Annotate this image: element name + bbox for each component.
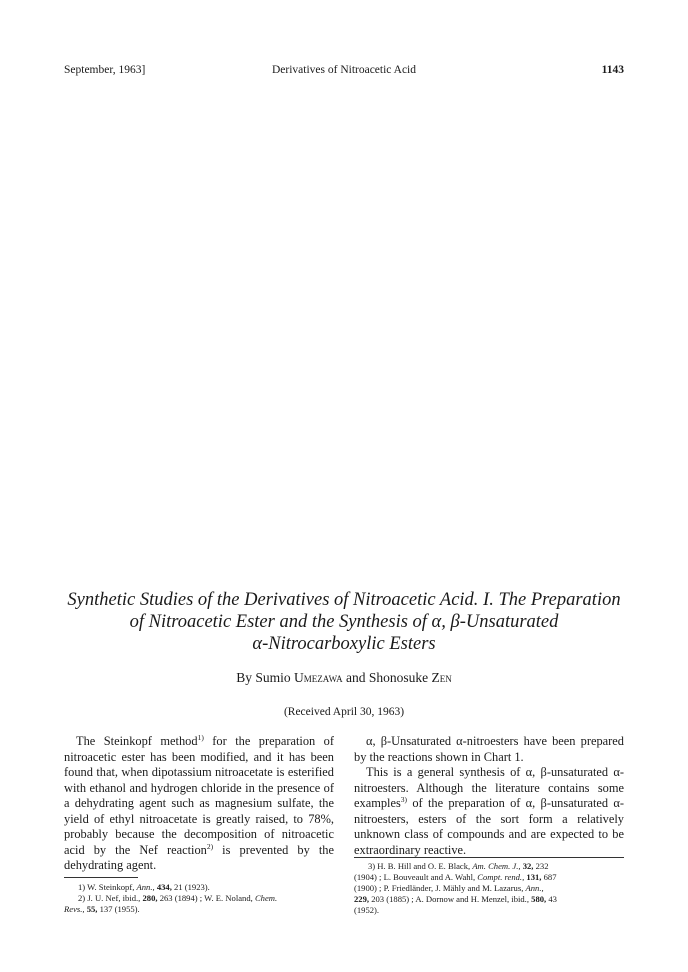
footnote-authors: W. Steinkopf, — [87, 882, 135, 892]
footnote-number: 2) — [78, 893, 86, 903]
left-paragraph-1 — [64, 734, 334, 874]
footnote-pages: 43 — [548, 894, 557, 904]
author-and: and Shonosuke — [345, 670, 429, 685]
footnote-pages: 687 — [543, 872, 557, 882]
footnote-journal: Revs., — [64, 904, 85, 914]
footnote-volume: 32, — [522, 861, 534, 871]
author1-surname: Umezawa — [294, 670, 343, 685]
footnote-2 — [64, 893, 334, 904]
footnote-volume: 580, — [531, 894, 547, 904]
text-run: is prevented by the dehydrating agent. — [64, 842, 334, 872]
footnote-3-line-5: (1952). — [354, 905, 380, 915]
text-run: (1904) ; L. Bouveault and A. Wahl, — [354, 872, 476, 882]
footnote-journal: Compt. rend., — [477, 872, 525, 882]
footnote-pages: 137 (1955). — [99, 904, 140, 914]
reference-1: 1) — [197, 732, 204, 742]
reference-2: 2) — [206, 841, 214, 851]
right-column — [354, 734, 624, 858]
footnote-pages: 21 (1923). — [174, 882, 210, 892]
author-by: By Sumio — [236, 670, 291, 685]
right-paragraph-2 — [354, 765, 624, 858]
footnote-volume: 434, — [156, 882, 172, 892]
footnote-journal: Chem. — [254, 893, 278, 903]
footnote-rule-left — [64, 877, 138, 878]
footnote-2-continued — [64, 904, 334, 915]
text-run: of the preparation of α, β-unsaturated α-nitroesters, esters of the sort form a relatively unknown class of compounds and are expected to be extraordinary reactive. — [354, 796, 624, 857]
footnote-1 — [64, 882, 334, 893]
footnote-3-line-3 — [354, 883, 624, 894]
footnote-volume: 280, — [142, 893, 158, 903]
footnote-volume: 55, — [86, 904, 98, 914]
footnote-volume: 131, — [526, 872, 542, 882]
footnote-3-line-2 — [354, 872, 624, 883]
footnotes-left — [64, 882, 334, 915]
author2-surname: Zen — [431, 670, 452, 685]
text-run: 203 (1885) ; A. Dornow and H. Menzel, ibid., — [371, 894, 529, 904]
left-column — [64, 734, 334, 874]
header-running-title: Derivatives of Nitroacetic Acid — [271, 64, 416, 76]
footnote-number: 1) — [78, 882, 86, 892]
reference-3: 3) — [400, 794, 408, 804]
footnote-3 — [354, 861, 624, 916]
text-run: (1900) ; P. Friedländer, J. Mähly and M. Lazarus, — [354, 883, 524, 893]
header-date: September, 1963] — [64, 64, 146, 76]
article-title — [40, 589, 648, 655]
page-number: 1143 — [601, 64, 624, 76]
footnote-rule-right — [354, 857, 624, 858]
title-line-2: of Nitroacetic Ester and the Synthesis of α, β-Unsaturated — [129, 612, 559, 632]
text-run: This is a general synthesis of α, β-unsaturated α-nitroesters. Although the literature contains some examples — [354, 765, 624, 810]
text-run: 3) H. B. Hill and O. E. Black, — [368, 861, 471, 871]
footnote-pages: 263 (1894) ; W. E. Noland, — [159, 893, 253, 903]
received-date: (Received April 30, 1963) — [283, 706, 405, 718]
text-run: The Steinkopf method — [76, 734, 198, 748]
footnote-volume: 229, — [354, 894, 370, 904]
footnote-journal: Ann., — [525, 883, 544, 893]
footnote-journal: Ann., — [136, 882, 155, 892]
title-line-3: α-Nitrocarboxylic Esters — [252, 634, 436, 654]
right-paragraph-1: α, β-Unsaturated α-nitroesters have been prepared by the reactions shown in Chart 1. — [354, 734, 624, 764]
title-line-1: Synthetic Studies of the Derivatives of Nitroacetic Acid. I. The Preparation — [67, 590, 621, 610]
author-line — [0, 670, 688, 686]
footnote-journal: Am. Chem. J., — [472, 861, 521, 871]
footnote-pages: 232 — [535, 861, 549, 871]
footnote-3-line-1 — [354, 861, 624, 872]
running-header — [64, 64, 624, 80]
footnote-3-line-4 — [354, 894, 624, 905]
footnote-authors: J. U. Nef, ibid., — [87, 893, 141, 903]
text-run: for the preparation of nitroacetic ester has been modified, and it has been found that, when dipotassium nitroacetate is esterified with ethanol and hydrogen chloride in the presence of a dehydrating agent such as magnesium sulfate, the yield of ethyl nitroacetate is greatly raised, to 78%, probably because the decomposition of nitroacetic acid by the Nef reaction — [64, 734, 335, 857]
